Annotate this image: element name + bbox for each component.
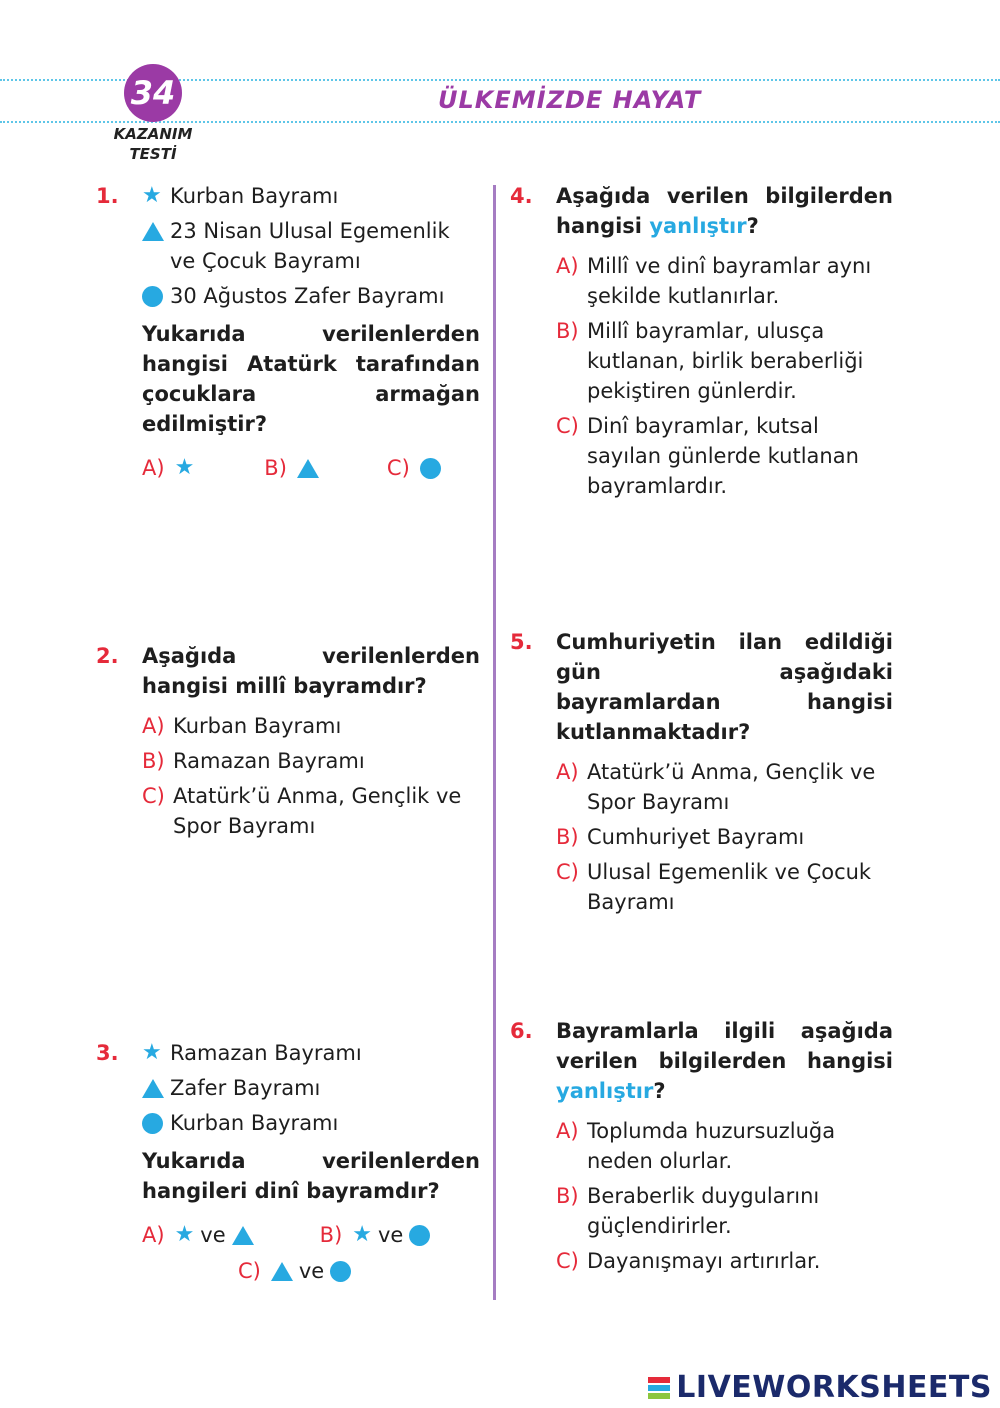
question-stem: Bayramlarla ilgili aşağıda verilen bilgilerden hangisi yanlıştır? — [556, 1019, 893, 1103]
option-a[interactable]: A) Millî ve dinî bayramlar aynı şekilde kutlanırlar. — [556, 254, 872, 308]
logo-mark-icon — [648, 1376, 670, 1400]
triangle-icon — [142, 1079, 164, 1098]
question-number: 2. — [96, 644, 119, 668]
option-b[interactable]: B) Millî bayramlar, ulusça kutlanan, birlik beraberliği pekiştiren günlerdir. — [556, 319, 864, 403]
question-stem: Yukarıda verilenlerden hangisi Atatürk tarafından çocuklara armağan edilmiştir? — [142, 322, 480, 436]
circle-icon — [330, 1261, 351, 1282]
option-b[interactable]: B) Ramazan Bayramı — [142, 749, 365, 773]
option-a[interactable]: A) Toplumda huzursuzluğa neden olurlar. — [556, 1119, 836, 1173]
option-b[interactable]: B) — [264, 456, 287, 480]
option-a[interactable]: A) Atatürk’ü Anma, Gençlik ve Spor Bayramı — [556, 760, 876, 814]
circle-icon — [142, 1113, 163, 1134]
question-stem: Aşağıda verilenlerden hangisi millî bayramdır? — [142, 644, 480, 698]
question-number: 1. — [96, 184, 119, 208]
question-6 — [510, 1016, 893, 1281]
answer-options-row1: A) ★ ve B) ★ ve — [142, 1220, 480, 1250]
triangle-icon — [297, 459, 319, 478]
list-item: Zafer Bayramı — [142, 1073, 480, 1103]
question-number: 4. — [510, 184, 533, 208]
question-4 — [510, 181, 893, 506]
question-number: 5. — [510, 630, 533, 654]
option-a[interactable]: A) Kurban Bayramı — [142, 714, 342, 738]
answer-options — [142, 453, 480, 483]
test-number-badge: 34 — [124, 64, 182, 122]
option-b[interactable]: B) Cumhuriyet Bayramı — [556, 825, 805, 849]
question-1 — [96, 181, 480, 483]
star-icon: ★ — [174, 1222, 195, 1247]
list-item: 30 Ağustos Zafer Bayramı — [142, 281, 480, 311]
liveworksheets-logo[interactable]: LIVEWORKSHEETS — [648, 1370, 992, 1405]
question-2 — [96, 641, 480, 846]
option-c[interactable]: C) Ulusal Egemenlik ve Çocuk Bayramı — [556, 860, 872, 914]
list-item: 23 Nisan Ulusal Egemenlik ve Çocuk Bayramı — [142, 216, 480, 276]
circle-icon — [142, 286, 163, 307]
option-b[interactable]: B) — [319, 1223, 343, 1247]
option-c[interactable]: C) Dinî bayramlar, kutsal sayılan günlerde kutlanan bayramlardır. — [556, 414, 859, 498]
list-item: Kurban Bayramı — [142, 1108, 480, 1138]
test-label: KAZANIM TESTİ — [113, 125, 193, 163]
option-a[interactable]: A) — [142, 1223, 165, 1247]
star-icon: ★ — [142, 183, 162, 208]
page-title: ÜLKEMİZDE HAYAT — [438, 86, 702, 114]
triangle-icon — [232, 1226, 254, 1245]
option-c[interactable]: C) — [386, 456, 410, 480]
option-c[interactable]: C) — [238, 1259, 261, 1283]
option-c[interactable]: C) Dayanışmayı artırırlar. — [556, 1249, 821, 1273]
question-number: 3. — [96, 1041, 119, 1065]
question-3 — [96, 1038, 480, 1286]
option-a[interactable]: A) — [142, 456, 165, 480]
question-number: 6. — [510, 1019, 533, 1043]
list-item: ★ Ramazan Bayramı — [142, 1038, 480, 1068]
triangle-icon — [271, 1262, 293, 1281]
star-icon: ★ — [142, 1040, 162, 1065]
circle-icon — [409, 1225, 430, 1246]
star-icon: ★ — [352, 1222, 372, 1247]
list-item: ★ Kurban Bayramı — [142, 181, 480, 211]
answer-options-row2: C) ve — [238, 1256, 480, 1286]
triangle-icon — [142, 222, 164, 241]
star-icon: ★ — [174, 455, 195, 480]
circle-icon — [420, 458, 441, 479]
question-stem: Cumhuriyetin ilan edildiği gün aşağıdaki bayramlardan hangisi kutlanmaktadır? — [556, 630, 893, 744]
question-stem: Yukarıda verilenlerden hangileri dinî bayramdır? — [142, 1149, 480, 1203]
option-c[interactable]: C) Atatürk’ü Anma, Gençlik ve Spor Bayramı — [142, 784, 462, 838]
column-divider — [493, 185, 496, 1300]
question-stem: Aşağıda verilen bilgilerden hangisi yanlıştır? — [556, 184, 893, 238]
question-5 — [510, 627, 893, 922]
option-b[interactable]: B) Beraberlik duygularını güçlendirirler. — [556, 1184, 820, 1238]
